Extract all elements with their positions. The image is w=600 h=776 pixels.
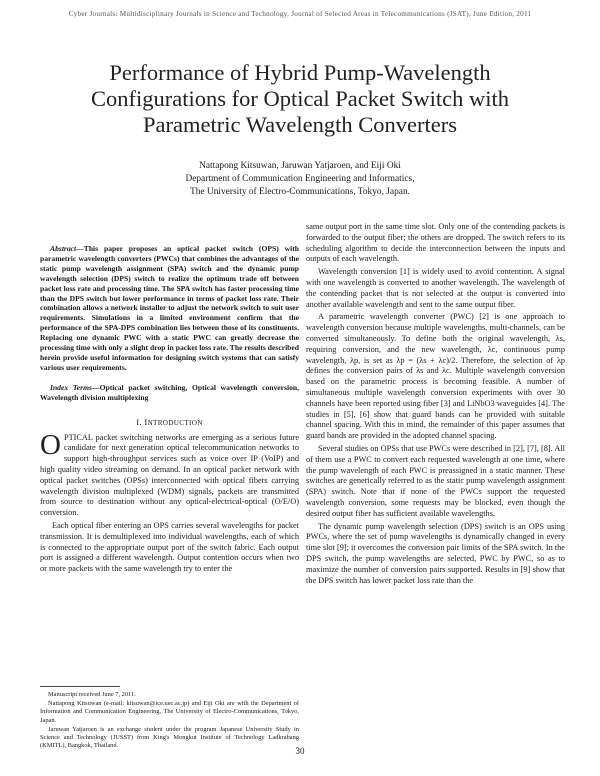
author-university: The University of Electro-Communications, Tokyo, Japan. [190, 187, 410, 197]
section-heading-introduction [40, 417, 299, 427]
body-paragraph-3: A parametric wavelength converter (PWC) [2] is one approach to wavelength conversion because multiple wavelengths, multi-channels, can be converted simultaneously. To define both the original wavelength, λs, requiring conversion, and the new wavelength, λc, continuous pump wavelength, λp, is set as λp = (λs + λc)/2. Therefore, the selection of λp defines the conversion pairs of λs and λc. Multiple wavelength conversion based on the parametric process is becoming feasible. A number of simultaneous multiple wavelength conversion experiments with over 30 channels have been reported using fiber [3] and LiNbO3 waveguides [4]. The studies in [5], [6] show that guard bands can be provided with suitable channel spacing. With this in mind, the remainder of this paper assumes that guard bands are provided in the adopted channel spacing. [306, 312, 565, 441]
author-names: Nattapong Kitsuwan, Jaruwan Yatjaroen, and Eiji Oki [199, 161, 401, 171]
intro-paragraph-2: Each optical fiber entering an OPS carries several wavelengths for packet transmission. It is demultiplexed into individual wavelengths, each of which is connected to the appropriate output port of the switch fabric. Each output port is assigned a different wavelength. Output contention occurs when two or more packets with the same wavelength try to enter the [40, 520, 299, 574]
footnote-received: Manuscript received June 7, 2011. [48, 691, 136, 698]
paper-title [40, 60, 560, 138]
author-block [40, 160, 560, 199]
author-department: Department of Communication Engineering and Informatics, [185, 174, 415, 184]
left-column [40, 222, 299, 577]
title-line-1: Performance of Hybrid Pump-Wavelength [109, 60, 491, 85]
body-paragraph-1: same output port in the same time slot. Only one of the contending packets is forwarded to the output fiber; the others are dropped. The switch refers to its scheduling algorithm to decide the interconnection between the inputs and outputs of each wavelength. [306, 222, 565, 264]
index-terms [40, 383, 299, 403]
drop-cap: O [40, 428, 61, 461]
section-first-letter: I [144, 416, 148, 427]
index-terms-text: —Optical packet switching, Optical wavelength conversion, Wavelength division multiplexing [40, 382, 299, 402]
footnotes [40, 686, 299, 751]
abstract [40, 244, 299, 373]
running-header: Cyber Journals: Multidisciplinary Journals in Science and Technology, Journal of Selected Areas in Telecommunications (JSAT), June Edition, 2011 [68, 10, 532, 18]
footnote-emails: Nattapong Kitsuwan (e-mail: kitsuwan@ice.uec.ac.jp) and Eiji Oki are with the Department of Information and Communication Engineering, The University of Electro-Communications, Tokyo, Japan. [40, 700, 299, 724]
footnote-student: Jaruwan Yatjaroen is an exchange student under the program Japanese University Study in Science and Technology (JUSST) from King's Mongkut Institute of Technology Ladkrabang (KMITL), Bangkok, Thailand. [40, 725, 299, 750]
body-paragraph-5: The dynamic pump wavelength selection (DPS) switch is an OPS using PWCs, where the set of pump wavelengths is dynamically changed in every time slot [9]; it overcomes the conversion pair limits of the SPA switch. In the DPS switch, the pump wavelengths are selected, PWC by PWC, so as to maximize the number of conversion pairs supported. Results in [9] show that the DPS switch has lower packet loss rate than the [306, 521, 565, 585]
abstract-text: —This paper proposes an optical packet switch (OPS) with parametric wavelength converters (PWCs) that combines the advantages of the static pump wavelength assignment (SPA) switch and the dynamic pump wavelength selection (DPS) switch to realize the optimum trade off between packet loss rate and processing time. The SPA switch has faster processing time than the DPS switch but lower performance in terms of packet loss rate. Their combination allows a network installer to adjust the network switch to suit user requirements. Simulations in a limited environment confirm that the performance of the SPA-DPS combination lies between those of its constituents. Replacing one dynamic PWC with a static PWC can greatly decrease the processing time with only a slight drop in packet loss rate. The results described herein provide useful information for designing switch systems that can satisfy various user requirements. [40, 244, 299, 372]
footnote-rule [40, 686, 120, 687]
page-number: 30 [295, 746, 305, 756]
index-terms-lead: Index Terms [50, 382, 92, 392]
title-line-3: Parametric Wavelength Converters [143, 112, 457, 137]
intro-paragraph-1-text: PTICAL packet switching networks are emerging as a serious future candidate for next generation optical telecommunication networks to support high-throughput services such as voice over IP (VoIP) and high quality video streaming on demand. In an optical packet network with optical packet switches (OPSs) interconnected with optical fibers carrying wavelength division multiplexed (WDM) signals, packets are transmitted from source to destination without any optical-electrical-optical (O/E/O) conversion. [40, 432, 299, 518]
intro-paragraph-1 [40, 428, 299, 519]
body-paragraph-4: Several studies on OPSs that use PWCs were described in [2], [7], [8]. All of them use a PWC to convert each requested wavelength at one time, where the pump wavelength of each PWC is preassigned in a static manner. These switches are generically referred to as the static pump wavelength assignment (SPA) switch. Note that if none of the PWCs support the requested wavelength conversion, some requests may be blocked, even though the desired output fiber has sufficient available wavelengths. [306, 443, 565, 518]
section-rest: NTRODUCTION [147, 418, 203, 427]
body-paragraph-2: Wavelength conversion [1] is widely used to avoid contention. A signal with one wavelength is converted to another wavelength. The wavelength of the contending packet that is not selected at the output is converted into another available wavelength and sent to the same output fiber. [306, 267, 565, 309]
title-line-2: Configurations for Optical Packet Switch with [90, 86, 510, 111]
abstract-lead: Abstract [50, 244, 77, 253]
right-column [306, 222, 565, 588]
section-numeral: I. [136, 416, 142, 427]
